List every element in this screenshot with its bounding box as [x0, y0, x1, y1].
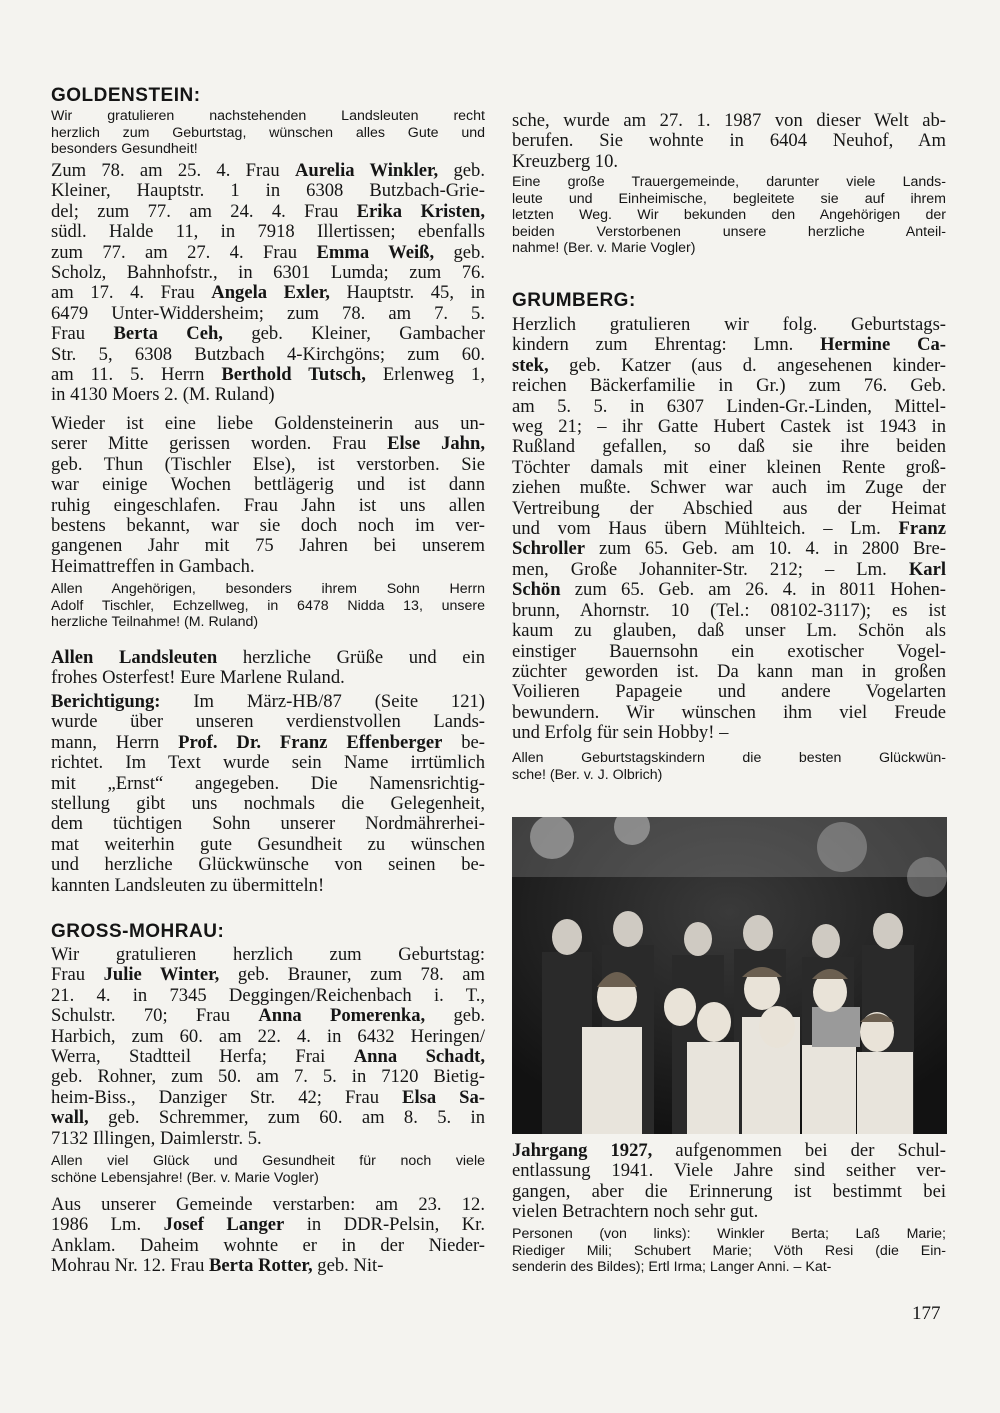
text-run: Herzlich gratulieren wir folg. Geburtstags- [512, 315, 946, 335]
text-line [512, 417, 946, 437]
text-run: Anklam. Daheim wohnte er in der Nieder- [51, 1235, 485, 1256]
text-run: berufen. Sie wohnte in 6404 Neuhof, Am [512, 131, 946, 152]
text-run: 1986 Lm. [51, 1215, 164, 1236]
text-run: Kreuzberg 10. [512, 151, 619, 172]
text-run: entlassung 1941. Viele Jahre sind seither ver- [512, 1161, 946, 1182]
text-run: dem tüchtigen Sohn unserer Nordmährerhei- [51, 814, 485, 835]
text-run: geb. [434, 242, 485, 263]
text-line [512, 642, 946, 662]
text-line [51, 222, 485, 242]
text-run: geb. Brauner, zum 78. am [219, 965, 485, 986]
text-line [51, 1006, 485, 1026]
text-line: nahme! (Ber. v. Marie Vogler) [512, 240, 696, 257]
text-line [512, 1141, 946, 1161]
text-line [51, 414, 485, 434]
text-line [51, 516, 485, 536]
text-line [51, 668, 485, 688]
bold-name: Berta Rotter, [209, 1256, 313, 1277]
text-line: senderin des Bildes); Ertl Irma; Langer Anni. – Kat- [512, 1259, 832, 1276]
text-line [512, 580, 946, 600]
text-line [512, 723, 946, 743]
text-line [512, 1202, 946, 1222]
text-run: mit „Ernst“ angegeben. Die Namensrichtig- [51, 773, 485, 794]
text-run: geb. Kleiner, Gambacher [222, 324, 485, 345]
text-line: letzten Weg. Wir bekunden den Angehörigen der [512, 207, 946, 224]
text-run: brunn, Ahornstr. 10 (Tel.: 08102-3117); es ist [512, 600, 946, 621]
text-line [51, 365, 485, 385]
text-run: zum 65. Geb. am 26. 4. in 8011 Hohen- [560, 580, 946, 601]
bold-name: Else Jahn, [387, 434, 485, 455]
goldenstein-intro [51, 108, 485, 158]
text-line: Allen Geburtstagskindern die besten Glückwün- [512, 750, 946, 766]
class-photo-image [512, 817, 947, 1134]
obituary-continuation [512, 111, 946, 172]
text-run: kaum zu glauben, daß unser Lm. Schön als [512, 621, 946, 642]
text-line [512, 499, 946, 519]
text-line [51, 876, 485, 896]
text-line [51, 692, 485, 712]
text-run: einstiger Bauernsohn ein exotischer Vogel- [512, 641, 946, 662]
bold-name: Erika Kristen, [356, 201, 485, 222]
text-line: Allen Angehörigen, besonders ihrem Sohn Herrn [51, 581, 485, 597]
text-run: geb. [425, 1006, 485, 1027]
bold-name: Elsa Sa- [402, 1087, 485, 1108]
text-line [51, 835, 485, 855]
text-line [51, 385, 485, 405]
text-line [512, 111, 946, 131]
goldenstein-condolence [51, 581, 485, 631]
text-line [51, 1108, 485, 1128]
bold-name: Hermine Ca- [820, 335, 946, 356]
text-line [512, 519, 946, 539]
text-line [51, 324, 485, 344]
text-line [512, 397, 946, 417]
text-line [512, 601, 946, 621]
text-line [51, 243, 485, 263]
text-line [51, 774, 485, 794]
text-run: kannten Landsleuten zu übermitteln! [51, 875, 325, 896]
text-line [512, 356, 946, 376]
text-run: Harbich, zum 60. am 22. 4. in 6432 Heringen/ [51, 1026, 485, 1047]
text-line [512, 621, 946, 641]
text-line [51, 986, 485, 1006]
text-line: herzlich zum Geburtstag, wünschen alles Gute und [51, 124, 485, 141]
gross-mohrau-deaths [51, 1195, 485, 1277]
text-line: herzliche Teilnahme! (M. Ruland) [51, 614, 259, 631]
bold-name: Anna Pomerenka, [258, 1006, 426, 1027]
text-run: 21. 4. in 7345 Deggingen/Reichenbach i. T., [51, 985, 485, 1006]
text-run: Scholz, Bahnhofstr., in 6301 Lumda; zum 76. [51, 263, 485, 284]
text-line [512, 539, 946, 559]
text-line [51, 1215, 485, 1235]
text-run: war einige Wochen bettlägerig und ist dann [51, 475, 485, 496]
text-line [51, 496, 485, 516]
text-line [51, 733, 485, 753]
text-run: stellung gibt uns nochmals die Gelegenheit, [51, 794, 485, 815]
text-line [51, 536, 485, 556]
section-heading-grumberg: GRUMBERG: [512, 290, 636, 311]
text-run: am 17. 4. Frau [51, 283, 212, 304]
bold-name: Julie Winter, [103, 965, 220, 986]
bold-name: Emma Weiß, [316, 242, 435, 263]
text-run: geb. Schremmer, zum 60. am 8. 5. in [88, 1108, 485, 1129]
text-run: Töchter damals mit einer kleinen Rente groß- [512, 457, 946, 478]
text-run: Wieder ist eine liebe Goldensteinerin aus un- [51, 414, 485, 434]
text-line [51, 202, 485, 222]
text-run: züchter geworden ist. Da kann man in großen [512, 661, 946, 682]
bold-name: Aurelia Winkler, [294, 161, 439, 181]
text-line [51, 814, 485, 834]
text-line: Adolf Tischler, Echzellweg, in 6478 Nidda 13, unsere [51, 597, 485, 614]
text-run: 6479 Unter-Widdersheim; zum 78. am 7. 5. [51, 303, 485, 324]
text-line: Wir gratulieren nachstehenden Landsleuten recht [51, 108, 485, 124]
text-line [51, 855, 485, 875]
bold-name: Berthold Tutsch, [221, 365, 366, 386]
bold-name: wall, [51, 1108, 89, 1129]
text-run: men, Große Johanniter-Str. 212; – Lm. [512, 559, 909, 580]
text-line [51, 1256, 485, 1276]
text-run: be- [442, 732, 485, 753]
text-line [512, 1161, 946, 1181]
text-run: Heimattreffen in Gambach. [51, 556, 255, 577]
bold-name: Schön [512, 580, 561, 601]
text-line [51, 648, 485, 668]
text-run: und vom Haus übern Mühlteich. – Lm. [512, 519, 899, 540]
bold-name: Karl [908, 559, 946, 580]
grumberg-wishes [512, 750, 946, 783]
bold-name: Berichtigung: [51, 692, 161, 712]
text-run: sche, wurde am 27. 1. 1987 von dieser Welt ab- [512, 111, 946, 131]
bold-name: Schroller [512, 539, 585, 560]
text-run: Hauptstr. 45, in [329, 283, 485, 304]
text-run: Im März-HB/87 (Seite 121) [160, 692, 485, 712]
bold-name: Berta Ceh, [113, 324, 223, 345]
text-line: besonders Gesundheit! [51, 141, 198, 158]
text-line: Personen (von links): Winkler Berta; Laß Marie; [512, 1226, 946, 1242]
text-line: Eine große Trauergemeinde, darunter viele Lands- [512, 174, 946, 190]
text-run: vielen Betrachtern noch sehr gut. [512, 1202, 759, 1223]
text-line [512, 437, 946, 457]
text-run: bewundern. Wir wünschen ihm viel Freude [512, 702, 946, 723]
text-run: Werra, Stadtteil Herfa; Frai [51, 1047, 354, 1068]
goldenstein-correction [51, 692, 485, 896]
text-run: heim-Biss., Danziger Str. 42; Frau [51, 1087, 403, 1108]
goldenstein-birthdays [51, 161, 485, 406]
text-line [512, 152, 946, 172]
text-line [51, 161, 485, 181]
bold-name: Allen Landsleuten [51, 648, 218, 668]
text-run: geb. Rohner, zum 50. am 7. 5. in 7120 Bietig- [51, 1067, 485, 1088]
text-run: richtet. Im Text wurde sein Name irrtümlich [51, 753, 485, 774]
text-line [51, 1088, 485, 1108]
text-line [51, 1067, 485, 1087]
gross-mohrau-birthdays [51, 945, 485, 1149]
text-run: Frau [51, 324, 114, 345]
text-line [51, 1236, 485, 1256]
text-run: Str. 5, 6308 Butzbach 4-Kirchgöns; zum 60. [51, 344, 485, 365]
text-run: Rußland gefallen, so daß sie ihre beiden [512, 437, 946, 458]
photo-caption [512, 1141, 946, 1223]
text-run: Wir gratulieren herzlich zum Geburtstag: [51, 945, 485, 965]
text-line [51, 965, 485, 985]
text-line [512, 315, 946, 335]
section-heading-goldenstein: GOLDENSTEIN: [51, 85, 201, 106]
text-run: Frau [51, 965, 104, 986]
text-line [512, 376, 946, 396]
text-line: leute und Einheimische, begleitete sie auf ihrem [512, 190, 946, 207]
text-line [51, 753, 485, 773]
text-run: geb. Nit- [312, 1256, 384, 1277]
text-run: geb. Thun (Tischler Else), ist verstorben. Sie [51, 454, 485, 475]
text-line: Allen viel Glück und Gesundheit für noch viele [51, 1153, 485, 1169]
text-line [51, 263, 485, 283]
text-line [51, 304, 485, 324]
text-line: beiden Verstorbenen unsere herzliche Anteil- [512, 223, 946, 240]
text-run: 7132 Illingen, Daimlerstr. 5. [51, 1128, 262, 1149]
text-run: del; zum 77. am 24. 4. Frau [51, 201, 357, 222]
text-line [512, 703, 946, 723]
photo-people-list [512, 1226, 946, 1276]
bold-name: Angela Exler, [211, 283, 330, 304]
text-run: Mohrau Nr. 12. Frau [51, 1256, 210, 1277]
text-line [51, 1195, 485, 1215]
text-run: weg 21; – ihr Gatte Hubert Castek ist 1943 in [512, 417, 946, 438]
bold-name: stek, [512, 355, 549, 376]
text-line [512, 335, 946, 355]
text-line [512, 458, 946, 478]
text-line [51, 557, 485, 577]
text-run: Aus unserer Gemeinde verstarben: am 23. 12. [51, 1195, 485, 1215]
funeral-note [512, 174, 946, 257]
text-run: Voilieren Papageie und andere Vogelarten [512, 682, 946, 703]
text-line [51, 181, 485, 201]
text-run: und herzliche Glückwünsche von seinen be- [51, 855, 485, 876]
text-line: schöne Lebensjahre! (Ber. v. Marie Vogler) [51, 1169, 319, 1186]
text-line [51, 1129, 485, 1149]
text-run: herzliche Grüße und ein [217, 648, 485, 668]
text-run: zum 77. am 27. 4. Frau [51, 242, 317, 263]
text-line [512, 478, 946, 498]
text-line [51, 283, 485, 303]
text-run: Zum 78. am 25. 4. Frau [51, 161, 295, 181]
text-line [512, 560, 946, 580]
text-run: reichen Bäckerfamilie in Gr.) zum 76. Geb. [512, 376, 946, 397]
text-run: Schulstr. 70; Frau [51, 1006, 259, 1027]
text-line [512, 1182, 946, 1202]
bold-name: Jahrgang 1927, [512, 1141, 653, 1161]
section-heading-gross-mohrau: GROSS-MOHRAU: [51, 921, 225, 942]
text-line [51, 345, 485, 365]
text-run: südl. Halde 11, in 7918 Illertissen; ebenfalls [51, 222, 485, 243]
text-line [512, 662, 946, 682]
text-run: gangen, aber die Erinnerung ist bestimmt bei [512, 1181, 946, 1202]
text-run: mat weiterhin gute Gesundheit zu wünschen [51, 834, 485, 855]
class-photo [512, 817, 947, 1134]
bold-name: Anna Schadt, [353, 1047, 485, 1068]
text-run: gangenen Jahr mit 75 Jahren bei unserem [51, 536, 485, 557]
text-line [51, 794, 485, 814]
text-line [51, 1027, 485, 1047]
text-run: und Erfolg für sein Hobby! – [512, 723, 729, 744]
text-run: in DDR-Pelsin, Kr. [284, 1215, 485, 1236]
text-run: wurde über unseren verdienstvollen Lands- [51, 712, 485, 733]
text-line: sche! (Ber. v. J. Olbrich) [512, 766, 663, 783]
text-run: am 5. 5. in 6307 Linden-Gr.-Linden, Mittel- [512, 396, 946, 417]
text-run: ruhig eingeschlafen. Frau Jahn ist uns allen [51, 495, 485, 516]
text-line [51, 475, 485, 495]
text-line: Riediger Mili; Schubert Marie; Vöth Resi (die Ein- [512, 1242, 946, 1259]
text-run: Kleiner, Hauptstr. 1 in 6308 Butzbach-Grie- [51, 181, 485, 202]
text-line [51, 434, 485, 454]
text-run: Vertreibung der Abschied aus der Heimat [512, 498, 946, 519]
text-line [51, 945, 485, 965]
text-run: frohes Osterfest! Eure Marlene Ruland. [51, 668, 345, 689]
text-run: zum 65. Geb. am 10. 4. in 2800 Bre- [585, 539, 946, 560]
text-line [512, 682, 946, 702]
goldenstein-obituary [51, 414, 485, 577]
bold-name: Prof. Dr. Franz Effenberger [178, 732, 443, 753]
text-run: aufgenommen bei der Schul- [652, 1141, 946, 1161]
text-run: bestens bekannt, war sie doch noch im ver- [51, 516, 485, 537]
text-run: Erlenweg 1, [365, 365, 485, 386]
text-run: mann, Herrn [51, 732, 179, 753]
text-line [51, 712, 485, 732]
goldenstein-greeting [51, 648, 485, 689]
text-run: kindern zum Ehrentag: Lmn. [512, 335, 821, 356]
text-run: geb. [438, 161, 485, 181]
bold-name: Josef Langer [163, 1215, 285, 1236]
gross-mohrau-wishes [51, 1153, 485, 1186]
text-run: ziehen mußte. Schwer war auch im Zuge der [512, 478, 946, 499]
page-number: 177 [912, 1303, 941, 1324]
text-run: in 4130 Moers 2. (M. Ruland) [51, 385, 275, 406]
text-run: am 11. 5. Herrn [51, 365, 222, 386]
text-line [51, 455, 485, 475]
text-run: serer Mitte gerissen worden. Frau [51, 434, 388, 455]
text-line [512, 131, 946, 151]
text-run: geb. Katzer (aus d. angesehenen kinder- [548, 355, 946, 376]
grumberg-body [512, 315, 946, 744]
bold-name: Franz [898, 519, 946, 540]
text-line [51, 1047, 485, 1067]
